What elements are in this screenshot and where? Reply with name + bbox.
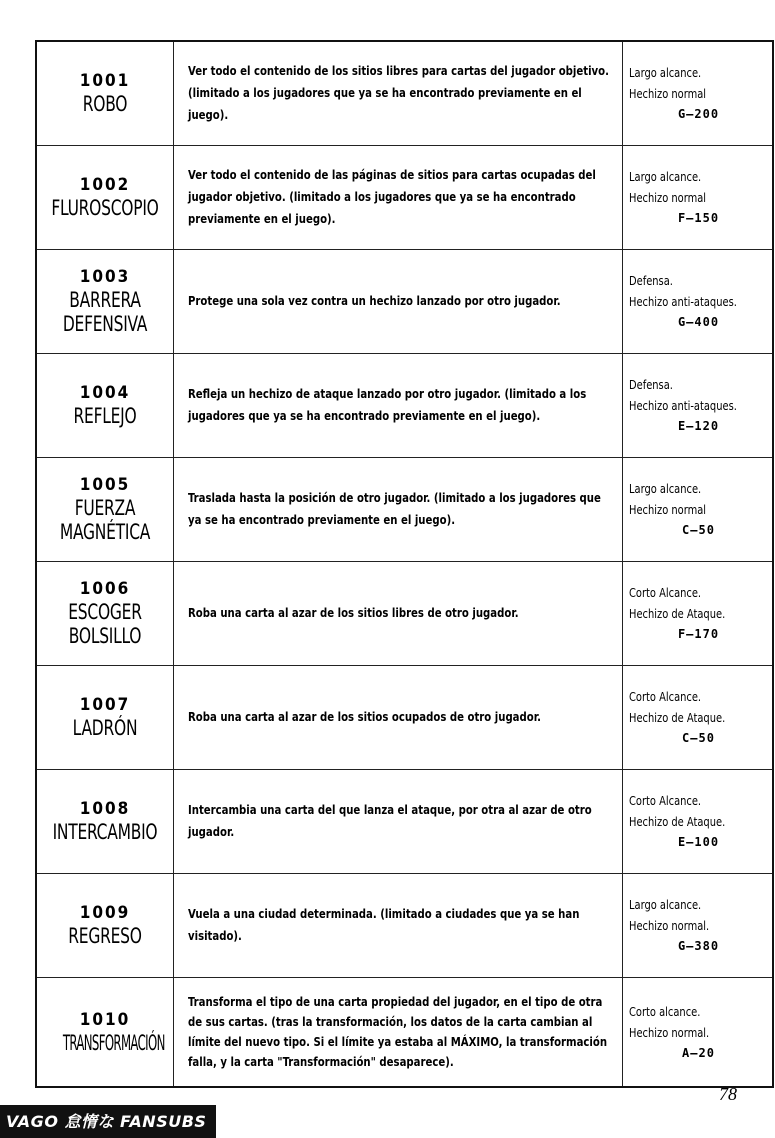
card-name-cell	[36, 873, 174, 977]
card-meta-cell	[623, 873, 774, 977]
card-number: 1008	[79, 799, 131, 819]
card-name: LADRÓN	[72, 716, 138, 740]
card-rows	[36, 41, 773, 1087]
card-number: 1002	[79, 175, 131, 195]
card-description-cell	[174, 665, 623, 769]
card-description: Roba una carta al azar de los sitios ocupados de otro jugador.	[188, 709, 541, 724]
card-description-cell	[174, 353, 623, 457]
card-row	[36, 145, 773, 249]
card-table	[35, 40, 774, 1088]
card-range: Corto alcance.	[629, 1003, 701, 1019]
card-range: Corto Alcance.	[629, 689, 702, 704]
card-description: Transforma el tipo de una carta propiedad del jugador, en el tipo de otra de sus cartas. (tras la transformación, los datos de la carta cambian al límite del nuevo tipo. Si el límite ya estaba al MÁXIMO, la transformación falla, y la carta "Transformación" desaparece).	[188, 993, 608, 1069]
card-code: F—170	[677, 627, 720, 641]
card-description: Refleja un hechizo de ataque lanzado por otro jugador. (limitado a los jugadores que ya se ha encontrado previamente en el juego).	[188, 386, 587, 423]
card-description: Vuela a una ciudad determinada. (limitado a ciudades que ya se han visitado).	[188, 906, 580, 943]
card-name: INTERCAMBIO	[52, 820, 158, 844]
card-spell-type: Hechizo de Ataque.	[629, 710, 726, 725]
card-spell-type: Hechizo de Ataque.	[629, 606, 726, 621]
credit-badge: VAGO 怠惰な FANSUBS	[0, 1105, 216, 1138]
card-range: Largo alcance.	[629, 481, 702, 496]
card-name: REFLEJO	[73, 404, 137, 428]
card-meta-cell	[623, 249, 774, 353]
card-name: REGRESO	[68, 924, 142, 948]
card-spell-type: Hechizo normal.	[629, 1024, 710, 1040]
card-range: Largo alcance.	[629, 169, 702, 184]
card-range: Corto Alcance.	[629, 585, 702, 600]
card-meta-cell	[623, 353, 774, 457]
card-name-cell	[36, 977, 174, 1087]
card-description-cell	[174, 561, 623, 665]
card-description-cell	[174, 873, 623, 977]
card-row	[36, 665, 773, 769]
card-code: G—400	[677, 315, 720, 329]
card-code: C—50	[682, 523, 715, 537]
card-row	[36, 249, 773, 353]
card-spell-type: Hechizo normal.	[629, 918, 710, 933]
card-name-cell	[36, 145, 174, 249]
card-code: E—100	[677, 835, 720, 849]
card-spell-type: Hechizo normal	[629, 86, 707, 102]
card-number: 1009	[79, 903, 131, 923]
card-code: G—380	[677, 939, 720, 953]
card-row	[36, 353, 773, 457]
card-name: ESCOGER BOLSILLO	[68, 600, 142, 648]
card-description: Traslada hasta la posición de otro jugador. (limitado a los jugadores que ya se ha encontrado previamente en el juego).	[188, 490, 601, 527]
card-number: 1007	[79, 695, 131, 715]
card-name-cell	[36, 41, 174, 145]
card-meta-cell	[623, 769, 774, 873]
card-description: Ver todo el contenido de los sitios libres para cartas del jugador objetivo. (limitado a los jugadores que ya se ha encontrado previamente en el juego).	[188, 63, 609, 123]
card-number: 1006	[79, 579, 131, 599]
card-row	[36, 561, 773, 665]
card-description-cell	[174, 249, 623, 353]
card-code: F—150	[677, 211, 720, 225]
card-meta-cell	[623, 145, 774, 249]
card-name-cell	[36, 457, 174, 561]
card-spell-type: Hechizo normal	[629, 190, 707, 205]
card-row	[36, 873, 773, 977]
card-range: Largo alcance.	[629, 65, 702, 81]
card-spell-type: Hechizo normal	[629, 502, 707, 517]
card-range: Defensa.	[629, 273, 673, 288]
card-description: Protege una sola vez contra un hechizo lanzado por otro jugador.	[188, 293, 561, 308]
card-name-cell	[36, 353, 174, 457]
card-name: FLUROSCOPIO	[51, 196, 159, 220]
card-description-cell	[174, 977, 623, 1087]
page-number: 78	[719, 1084, 737, 1104]
card-spell-type: Hechizo anti-ataques.	[629, 398, 737, 413]
card-meta-cell	[623, 457, 774, 561]
card-name-cell	[36, 561, 174, 665]
card-description: Roba una carta al azar de los sitios libres de otro jugador.	[188, 605, 519, 620]
card-code: G—200	[677, 107, 720, 122]
card-description: Ver todo el contenido de las páginas de sitios para cartas ocupadas del jugador objetivo. (limitado a los jugadores que ya se ha encontrado previamente en el juego).	[188, 167, 596, 226]
card-number: 1005	[79, 475, 131, 495]
card-spell-type: Hechizo anti-ataques.	[629, 294, 737, 309]
card-range: Defensa.	[629, 377, 673, 392]
card-range: Largo alcance.	[629, 897, 702, 912]
card-range: Corto Alcance.	[629, 793, 702, 808]
card-name-cell	[36, 769, 174, 873]
card-row	[36, 457, 773, 561]
card-meta-cell	[623, 41, 774, 145]
card-number: 1001	[79, 71, 131, 92]
card-row	[36, 977, 773, 1087]
card-description: Intercambia una carta del que lanza el ataque, por otra al azar de otro jugador.	[188, 802, 592, 839]
card-meta-cell	[623, 665, 774, 769]
card-code: A—20	[682, 1045, 715, 1060]
card-description-cell	[174, 457, 623, 561]
card-description-cell	[174, 769, 623, 873]
card-meta-cell	[623, 977, 774, 1087]
card-number: 1010	[79, 1009, 131, 1030]
card-description-cell	[174, 145, 623, 249]
card-description-cell	[174, 41, 623, 145]
card-name-cell	[36, 249, 174, 353]
card-row	[36, 769, 773, 873]
card-name: FUERZA MAGNÉTICA	[59, 496, 151, 544]
card-name-cell	[36, 665, 174, 769]
card-name: TRANSFORMACIÓN	[62, 1030, 165, 1055]
card-name: BARRERA DEFENSIVA	[62, 288, 148, 336]
card-number: 1003	[79, 267, 131, 287]
card-name: ROBO	[82, 92, 128, 117]
card-code: C—50	[682, 731, 715, 745]
card-number: 1004	[79, 383, 131, 403]
card-spell-type: Hechizo de Ataque.	[629, 814, 726, 829]
card-code: E—120	[677, 419, 720, 433]
card-row	[36, 41, 773, 145]
card-meta-cell	[623, 561, 774, 665]
